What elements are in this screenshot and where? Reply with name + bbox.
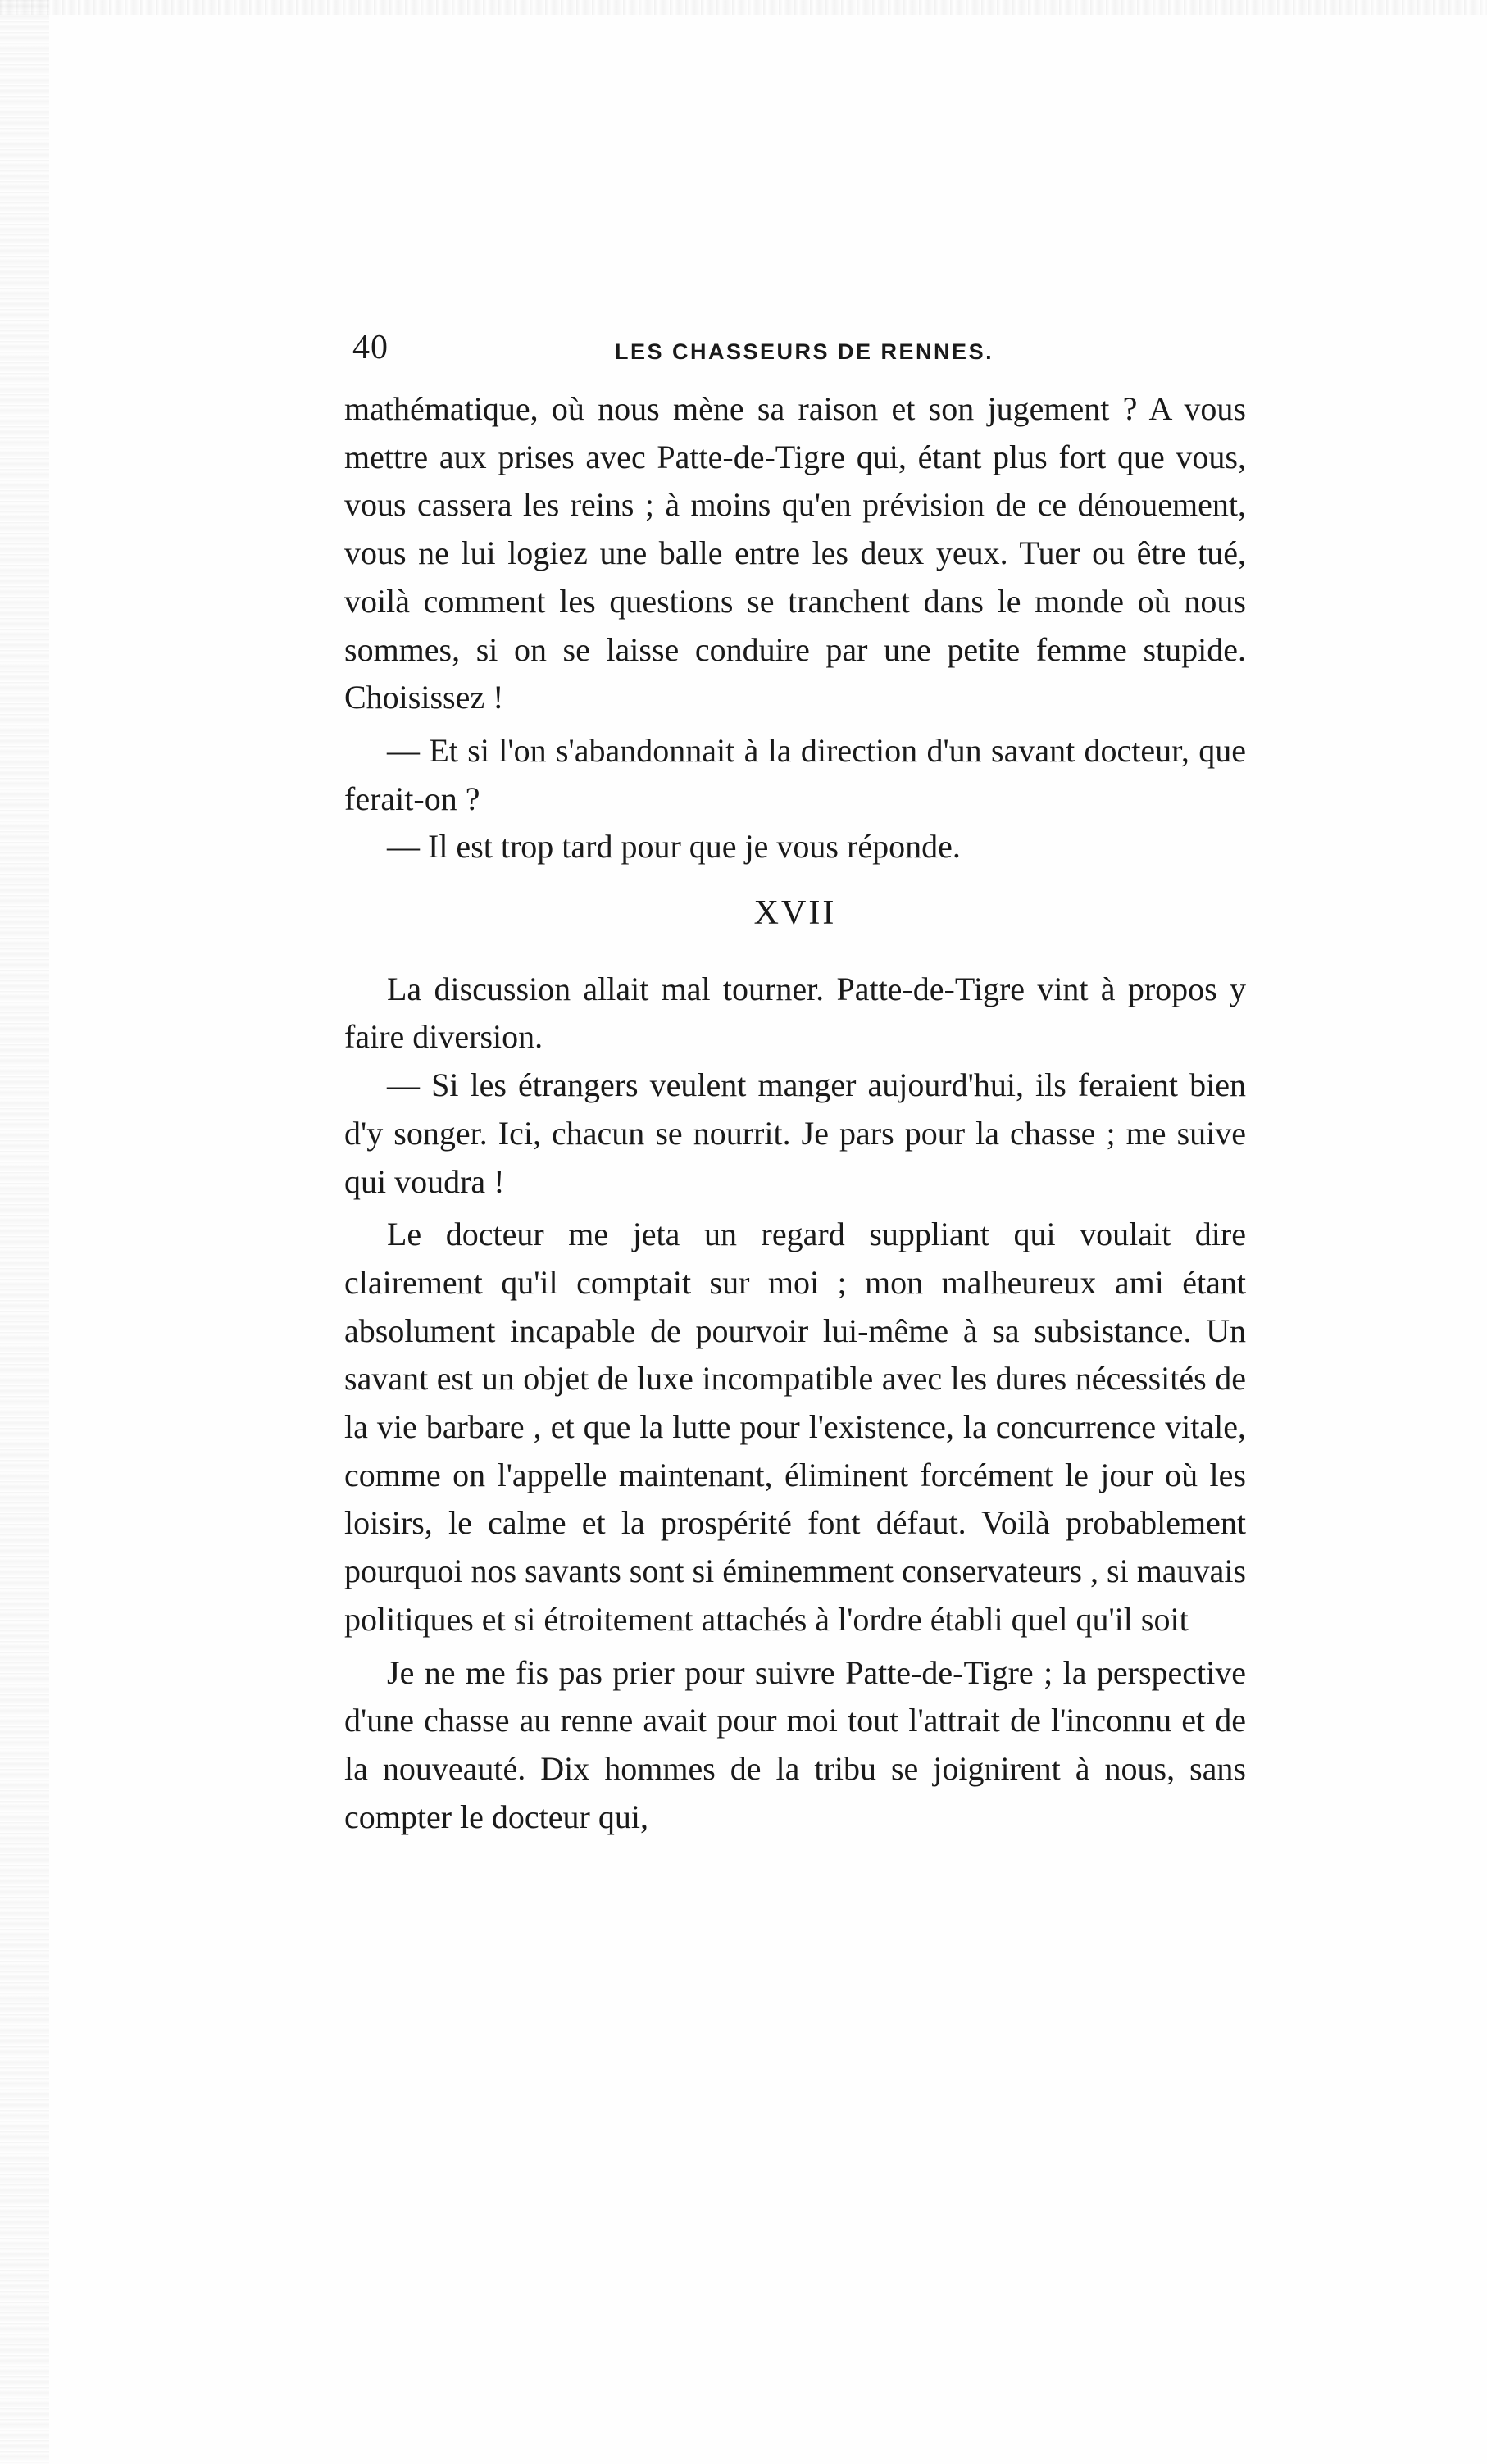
scan-edge-top [0, 0, 1487, 15]
running-head [352, 328, 1254, 377]
paragraph-6: Le docteur me jeta un regard suppliant qui voulait dire clairement qu'il comptait sur moi ; mon malheureux ami étant absolument incapable de pourvoir lui-même à sa subsistance. Un savant est un objet de luxe incompatible avec les dures nécessités de la vie barbare , et que la lutte pour l'existence, la concurrence vitale, comme on l'appelle maintenant, éliminent forcément le jour où les loisirs, le calme et la prospérité font défaut. Voilà probablement pourquoi nos savants sont si éminemment conservateurs , si mauvais politiques et si étroitement attachés à l'ordre établi quel qu'il soit [344, 1216, 1246, 1638]
page-number: 40 [352, 329, 389, 366]
paragraph-3: — Il est trop tard pour que je vous réponde. [387, 828, 961, 866]
paragraph-5: — Si les étrangers veulent manger aujourd'hui, ils feraient bien d'y songer. Ici, chacun se nourrit. Je pars pour la chasse ; me suive qui voudra ! [344, 1066, 1246, 1200]
chapter-heading: XVII [753, 894, 837, 933]
body-text [344, 385, 1246, 1841]
paragraph-2: — Et si l'on s'abandonnait à la direction d'un savant docteur, que ferait-on ? [344, 731, 1246, 817]
paragraph-7: Je ne me fis pas prier pour suivre Patte-de-Tigre ; la perspective d'une chasse au renne avait pour moi tout l'attrait de l'inconnu et de la nouveauté. Dix hommes de la tribu se joignirent à nous, sans compter le docteur qui, [344, 1653, 1246, 1835]
paragraph-4: La discussion allait mal tourner. Patte-de-Tigre vint à propos y faire diversion. [344, 970, 1246, 1056]
scan-edge-left [0, 0, 49, 2464]
running-title: LES CHASSEURS DE RENNES. [615, 339, 994, 364]
paragraph-1: mathématique, où nous mène sa raison et son jugement ? A vous mettre aux prises avec Patte-de-Tigre qui, étant plus fort que vous, vous cassera les reins ; à moins qu'en prévision de ce dénouement, vous ne lui logiez une balle entre les deux yeux. Tuer ou être tué, voilà comment les questions se tranchent dans le monde où nous sommes, si on se laisse conduire par une petite femme stupide. Choisissez ! [344, 390, 1246, 716]
